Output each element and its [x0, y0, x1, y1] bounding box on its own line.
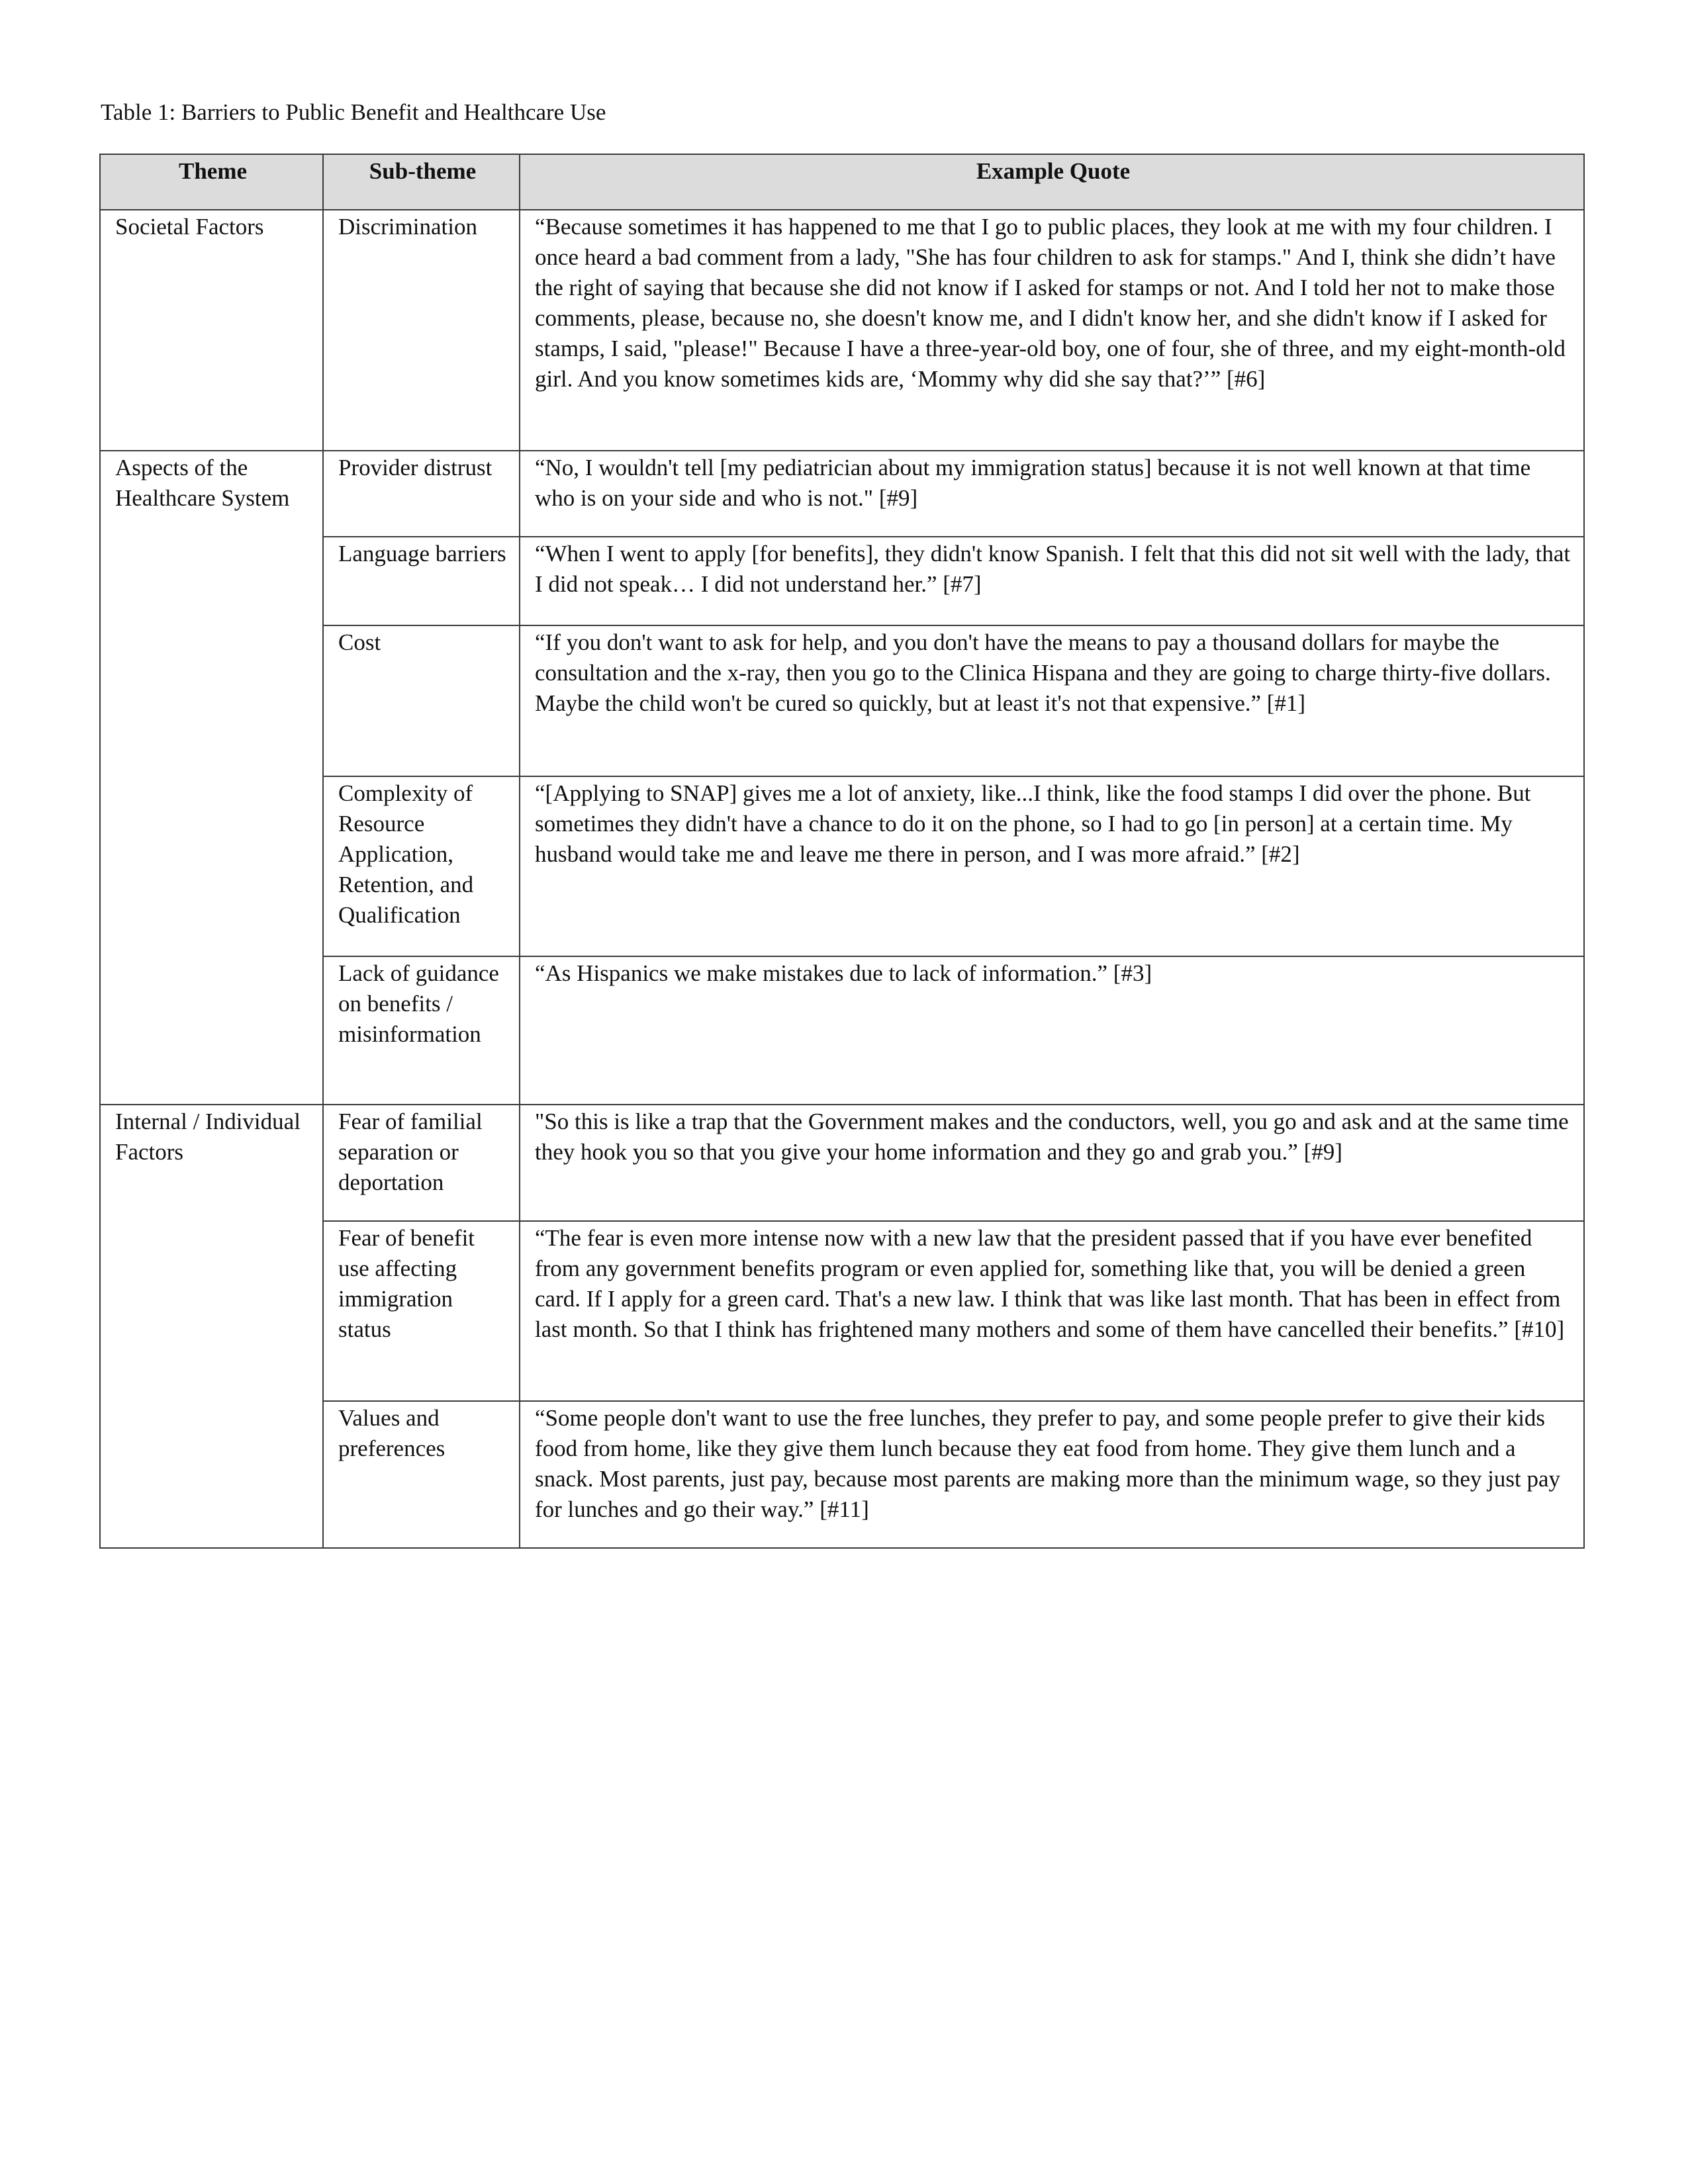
quote-cell: “Some people don't want to use the free lunches, they prefer to pay, and some people prefer to give their kids food from home, like they give them lunch because they eat food from home. They give them lunch and a snack. Most parents, just pay, because most parents are making more than the minimum wage, so they just pay for lunches and go their way.” [#11]: [520, 1401, 1584, 1548]
table-row: [100, 451, 1584, 537]
quote-cell: "So this is like a trap that the Government makes and the conductors, well, you go and ask and at the same time they hook you so that you give your home information and they go and grab you.” [#9]: [520, 1105, 1584, 1221]
quote-cell: “[Applying to SNAP] gives me a lot of anxiety, like...I think, like the food stamps I did over the phone. But sometimes they didn't have a chance to do it on the phone, so I had to go [in person] at a certain time. My husband would take me and leave me there in person, and I was more afraid.” [#2]: [520, 776, 1584, 956]
subtheme-cell: Language barriers: [323, 537, 520, 625]
table-row: [100, 956, 1584, 1105]
quote-cell: “The fear is even more intense now with a new law that the president passed that if you have ever benefited from any government benefits program or even applied for, something like that, you will be denied a green card. If I apply for a green card. That's a new law. I think that was like last month. That has been in effect from last month. So that I think has frightened many mothers and some of them have cancelled their benefits.” [#10]: [520, 1221, 1584, 1401]
table-caption: Table 1: Barriers to Public Benefit and Healthcare Use: [101, 99, 606, 125]
table-row: [100, 625, 1584, 776]
quote-cell: “As Hispanics we make mistakes due to lack of information.” [#3]: [520, 956, 1584, 1105]
subtheme-cell: Cost: [323, 625, 520, 776]
subtheme-cell: Fear of benefit use affecting immigration status: [323, 1221, 520, 1401]
quote-cell: “If you don't want to ask for help, and you don't have the means to pay a thousand dollars for maybe the consultation and the x-ray, then you go to the Clinica Hispana and they are going to charge thirty-five dollars. Maybe the child won't be cured so quickly, but at least it's not that expensive.” [#1]: [520, 625, 1584, 776]
quote-cell: “Because sometimes it has happened to me that I go to public places, they look at me with my four children. I once heard a bad comment from a lady, "She has four children to ask for stamps." And I, think she didn’t have the right of saying that because she did not know if I asked for stamps or not. And I told her not to make those comments, please, because no, she doesn't know me, and I didn't know her, and she didn't know if I asked for stamps, I said, "please!" Because I have a three-year-old boy, one of four, she of three, and my eight-month-old girl. And you know sometimes kids are, ‘Mommy why did she say that?’” [#6]: [520, 210, 1584, 451]
theme-cell: Internal / Individual Factors: [100, 1105, 323, 1548]
table-row: [100, 1105, 1584, 1221]
table-row: [100, 537, 1584, 625]
subtheme-cell: Fear of familial separation or deportation: [323, 1105, 520, 1221]
table-row: [100, 210, 1584, 451]
table-row: [100, 1221, 1584, 1401]
table-row: [100, 776, 1584, 956]
subtheme-cell: Lack of guidance on benefits / misinformation: [323, 956, 520, 1105]
theme-cell: Societal Factors: [100, 210, 323, 451]
subtheme-cell: Provider distrust: [323, 451, 520, 537]
header-example-quote: Example Quote: [520, 154, 1584, 210]
barriers-table: [99, 154, 1585, 1549]
table-row: [100, 1401, 1584, 1548]
quote-cell: “When I went to apply [for benefits], they didn't know Spanish. I felt that this did not sit well with the lady, that I did not speak… I did not understand her.” [#7]: [520, 537, 1584, 625]
table-header-row: [100, 154, 1584, 210]
subtheme-cell: Complexity of Resource Application, Retention, and Qualification: [323, 776, 520, 956]
subtheme-cell: Discrimination: [323, 210, 520, 451]
header-subtheme: Sub-theme: [323, 154, 520, 210]
theme-cell: Aspects of the Healthcare System: [100, 451, 323, 1105]
quote-cell: “No, I wouldn't tell [my pediatrician about my immigration status] because it is not well known at that time who is on your side and who is not." [#9]: [520, 451, 1584, 537]
subtheme-cell: Values and preferences: [323, 1401, 520, 1548]
header-theme: Theme: [100, 154, 323, 210]
